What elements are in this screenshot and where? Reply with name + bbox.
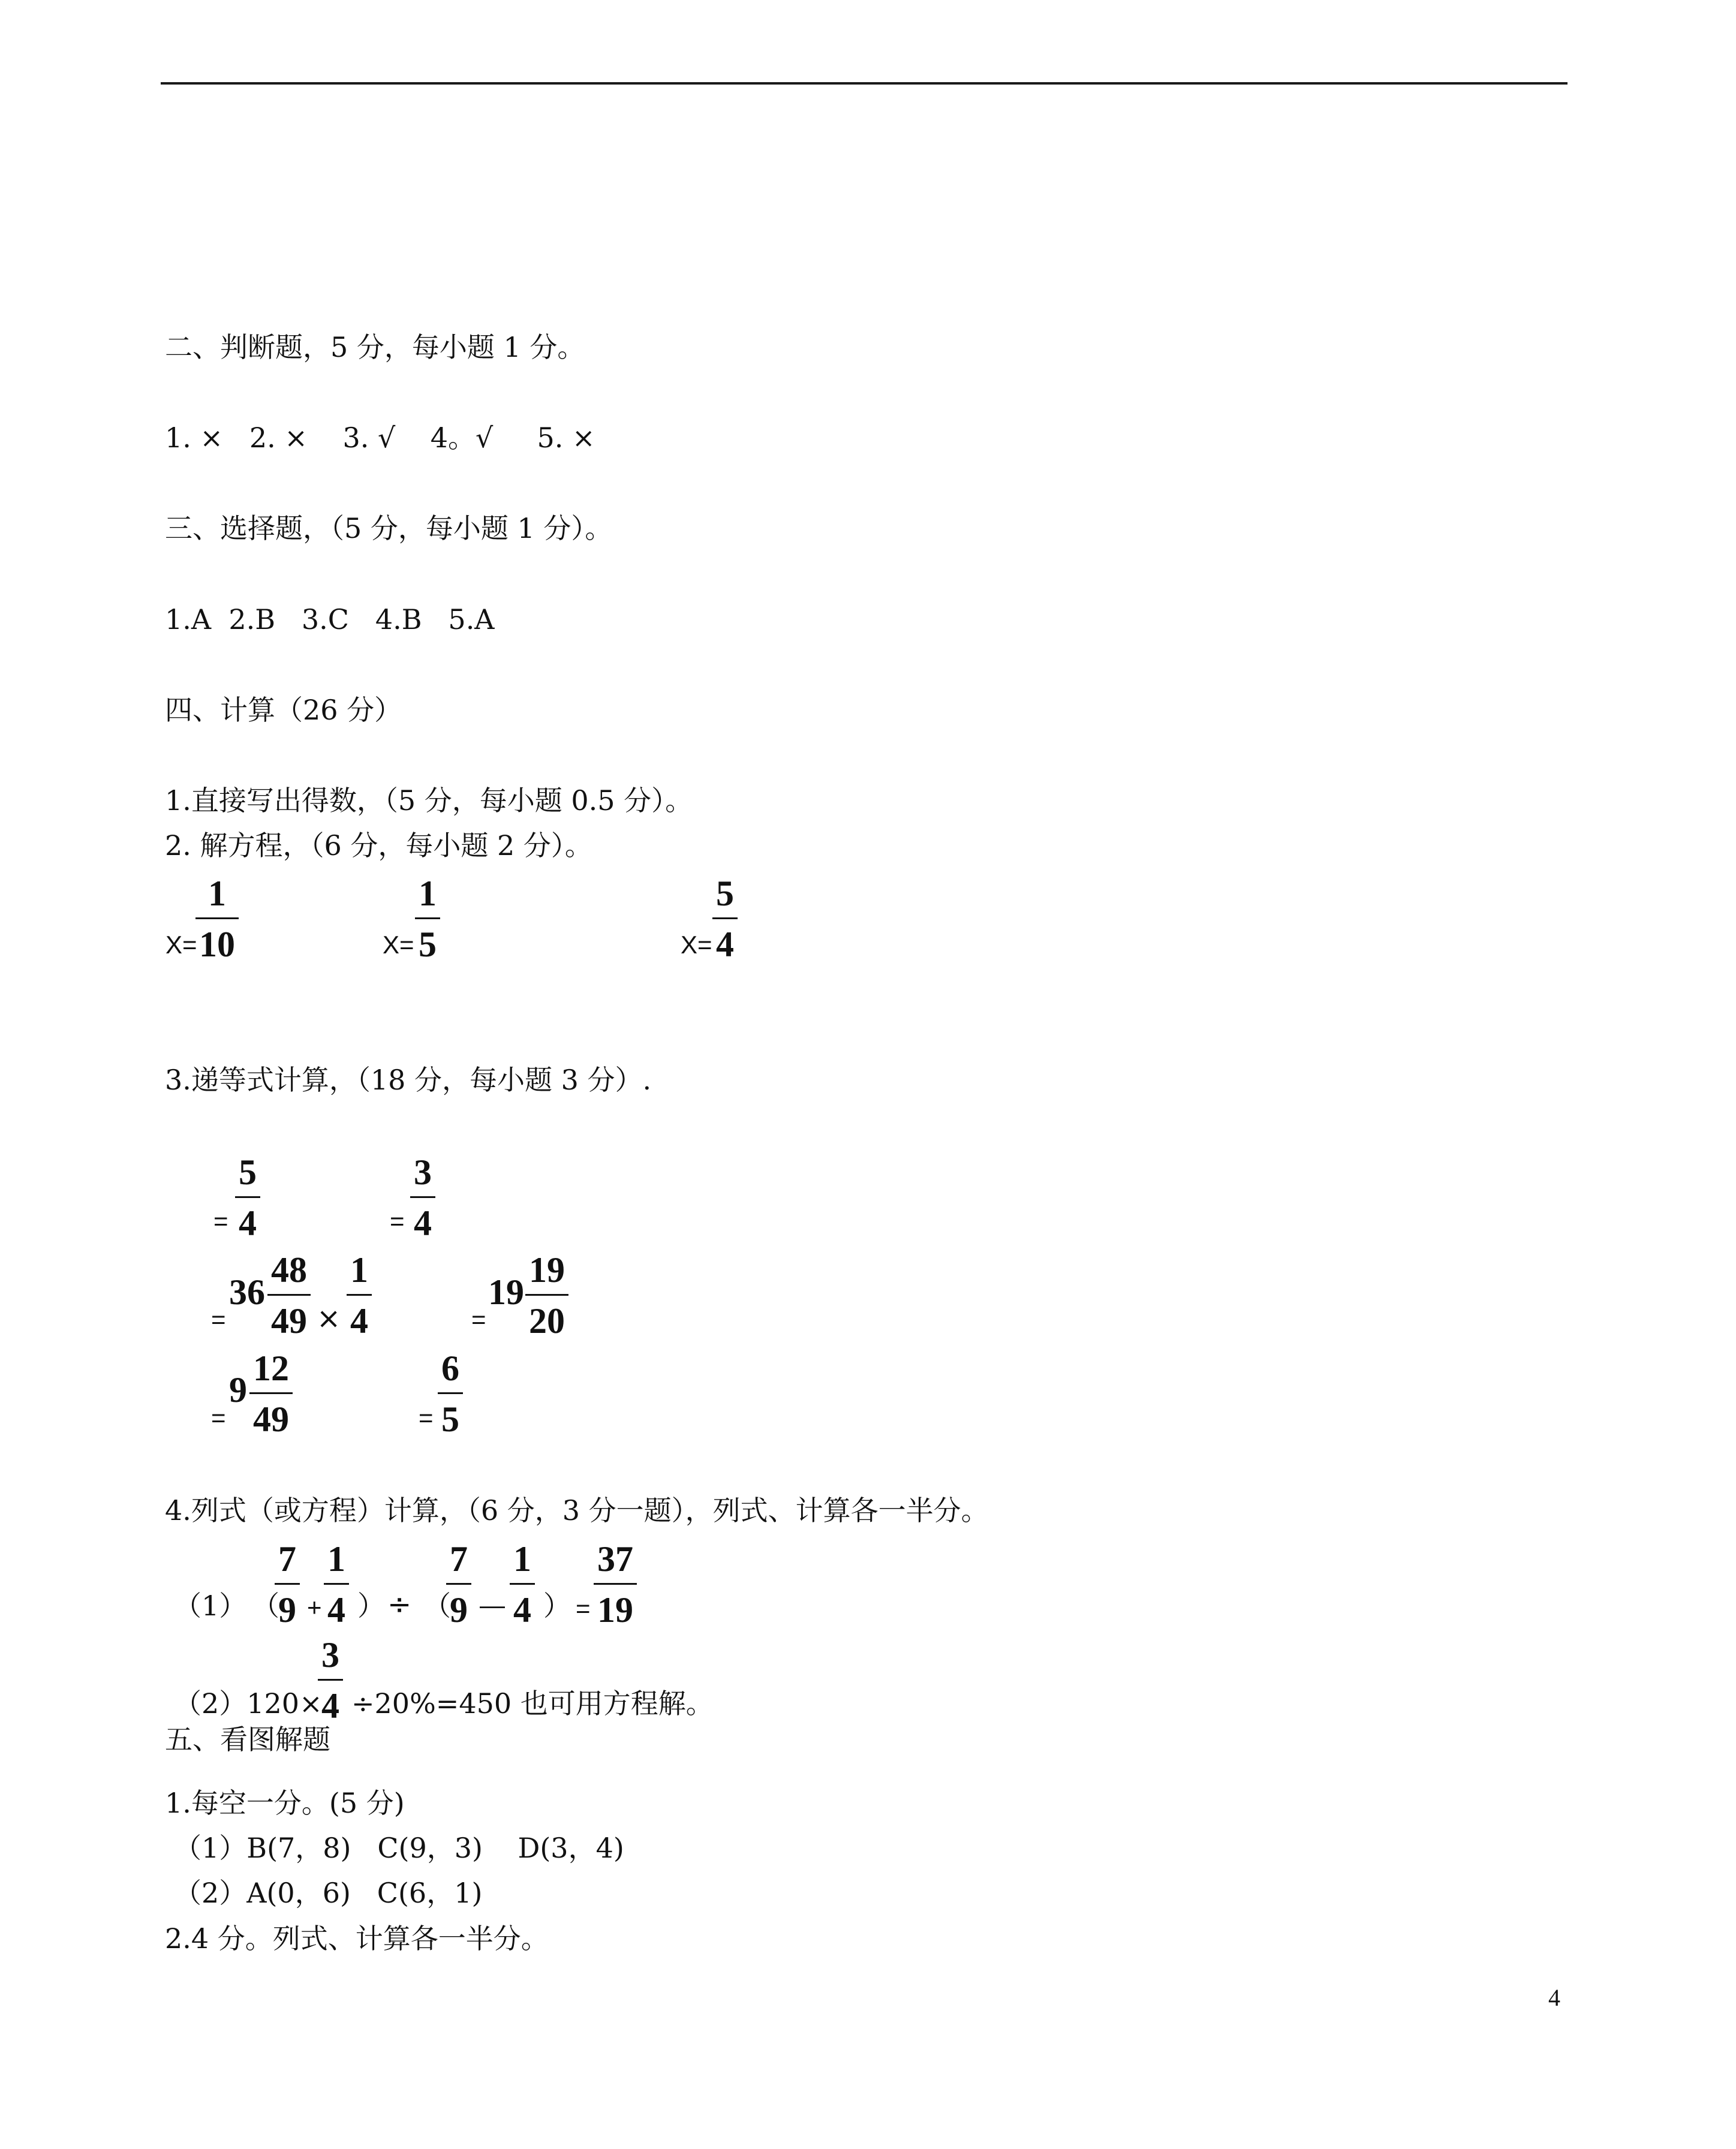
x1-fraction: $\frac{1}{10}$ bbox=[195, 875, 239, 962]
q4-f4-fraction: $\frac{1}{4}$ bbox=[510, 1541, 535, 1628]
eq-sign: = bbox=[211, 1305, 226, 1334]
eq-sign: = bbox=[471, 1305, 486, 1334]
graph-q2-title: 2.4 分。列式、计算各一半分。 bbox=[165, 1922, 549, 1955]
calc-q2-title: 2. 解方程，（6 分，每小题 2 分）。 bbox=[165, 829, 592, 862]
step-r3b-fraction: $\frac{6}{5}$ bbox=[438, 1350, 463, 1437]
q4-f3-fraction: $\frac{7}{9}$ bbox=[446, 1541, 471, 1628]
open-paren: （ bbox=[423, 1590, 451, 1622]
step-r2b-whole: 19 bbox=[488, 1272, 524, 1312]
header-rule bbox=[161, 82, 1567, 85]
calc-q4-title: 4.列式（或方程）计算，（6 分，3 分一题），列式、计算各一半分。 bbox=[165, 1494, 989, 1527]
section-judgment-title: 二、判断题，5 分，每小题 1 分。 bbox=[165, 331, 585, 363]
q4-part2-suffix: ÷20%=450 也可用方程解。 bbox=[351, 1687, 714, 1720]
eq-sign: = bbox=[390, 1207, 405, 1235]
open-paren: （ bbox=[252, 1590, 279, 1622]
times-symbol: × bbox=[317, 1302, 341, 1335]
graph-q1-part1: （1）B(7，8) C(9，3) D(3，4) bbox=[174, 1832, 624, 1864]
x3-fraction: $\frac{5}{4}$ bbox=[712, 875, 738, 962]
step-r2b-fraction: $\frac{19}{20}$ bbox=[525, 1252, 568, 1339]
q4-part2-prefix: （2）120× bbox=[174, 1687, 323, 1720]
page-number: 4 bbox=[1548, 1984, 1560, 2011]
step-r2a-whole: 36 bbox=[229, 1272, 265, 1312]
eq-sign: = bbox=[576, 1594, 591, 1623]
x-label-2: X= bbox=[383, 931, 414, 959]
q4-f1-fraction: $\frac{7}{9}$ bbox=[275, 1541, 300, 1628]
judgment-answers: 1. × 2. × 3. √ 4。√ 5. × bbox=[165, 422, 595, 454]
section-choice-title: 三、选择题，（5 分，每小题 1 分）。 bbox=[165, 512, 613, 544]
eq-sign: = bbox=[211, 1404, 226, 1432]
step-r3a-whole: 9 bbox=[229, 1370, 247, 1410]
q4-f2-fraction: $\frac{1}{4}$ bbox=[324, 1541, 349, 1628]
calc-q3-title: 3.递等式计算，（18 分，每小题 3 分）. bbox=[165, 1064, 652, 1096]
choice-answers: 1.A 2.B 3.C 4.B 5.A bbox=[165, 603, 495, 636]
calc-q1-title: 1.直接写出得数，（5 分，每小题 0.5 分）。 bbox=[165, 784, 693, 817]
eq-sign: = bbox=[419, 1404, 434, 1432]
close-paren: ） bbox=[357, 1590, 385, 1622]
minus-symbol: — bbox=[480, 1591, 505, 1619]
section-calc-title: 四、计算（26 分） bbox=[165, 694, 402, 726]
q4-result-fraction: $\frac{37}{19}$ bbox=[594, 1541, 637, 1628]
step-r2a-fraction: $\frac{48}{49}$ bbox=[267, 1252, 311, 1339]
section-graph-title: 五、看图解题 bbox=[165, 1723, 330, 1756]
plus-symbol: + bbox=[307, 1593, 322, 1621]
graph-q1-title: 1.每空一分。(5 分) bbox=[165, 1787, 405, 1819]
q4-part2-fraction: $\frac{3}{4}$ bbox=[318, 1637, 343, 1724]
x-label-3: X= bbox=[681, 931, 712, 959]
graph-q1-part2: （2）A(0，6) C(6，1) bbox=[174, 1877, 483, 1909]
step-r1b-fraction: $\frac{3}{4}$ bbox=[410, 1154, 435, 1241]
step-r3a-fraction: $\frac{12}{49}$ bbox=[249, 1350, 293, 1437]
q4-part1-label: （1） bbox=[174, 1590, 247, 1622]
step-r1a-fraction: $\frac{5}{4}$ bbox=[235, 1154, 260, 1241]
eq-sign: = bbox=[213, 1207, 228, 1235]
divide-symbol: ÷ bbox=[387, 1588, 412, 1621]
x2-fraction: $\frac{1}{5}$ bbox=[415, 875, 440, 962]
step-r2a-fraction2: $\frac{1}{4}$ bbox=[347, 1252, 372, 1339]
x-label-1: X= bbox=[166, 931, 197, 959]
close-paren: ） bbox=[543, 1590, 571, 1622]
